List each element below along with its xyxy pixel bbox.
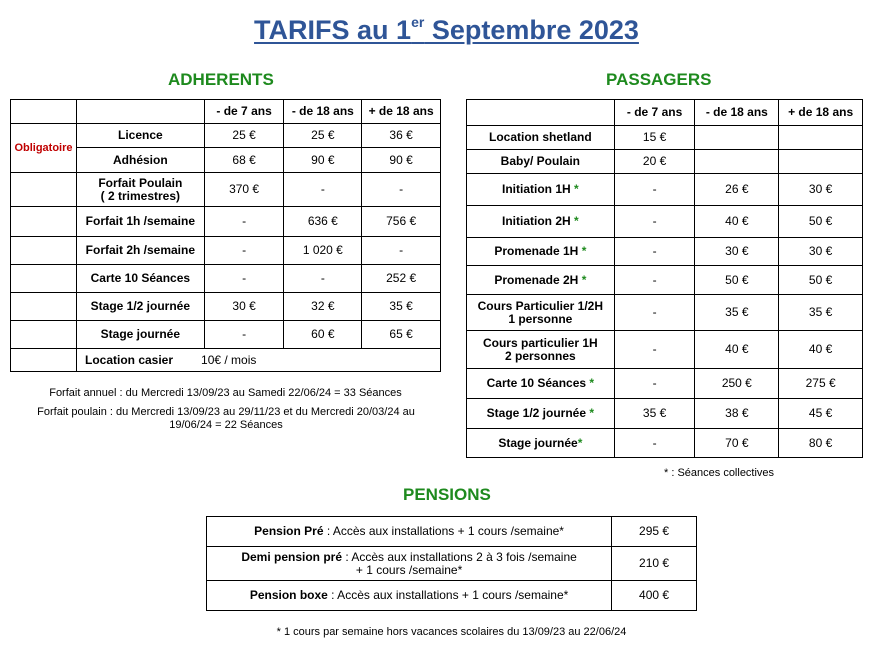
table-row: [11, 124, 441, 148]
price-cell: -: [614, 295, 695, 331]
table-row: [11, 293, 441, 321]
row-label-text: Stage journée: [498, 435, 578, 450]
table-row: [467, 369, 863, 399]
row-label: Stage journée: [76, 321, 204, 349]
table-row: [467, 295, 863, 331]
asterisk-mark: *: [577, 435, 583, 450]
pension-price: 210 €: [612, 547, 697, 581]
row-label-text: Baby/ Poulain: [500, 154, 581, 168]
pensions-note: * 1 cours par semaine hors vacances scolaires du 13/09/23 au 22/06/24: [276, 626, 627, 638]
price-cell: -: [204, 237, 284, 265]
row-label-text: Initiation 2H: [502, 214, 574, 228]
table-row: [467, 238, 863, 266]
passagers-table: [466, 99, 863, 458]
price-cell: [779, 150, 863, 174]
pension-row: [207, 517, 697, 547]
price-cell: 636 €: [284, 207, 362, 237]
price-cell: 30 €: [204, 293, 284, 321]
row-blank-cell: [11, 293, 77, 321]
header-blank-2: [76, 100, 204, 124]
price-cell: 370 €: [204, 173, 284, 207]
adherents-table: [10, 99, 441, 372]
price-cell: -: [614, 331, 695, 369]
price-cell: -: [614, 429, 695, 458]
pensions-table: [206, 516, 697, 611]
row-blank-cell: [11, 173, 77, 207]
price-cell: -: [204, 265, 284, 293]
price-cell: -: [614, 266, 695, 295]
price-cell: 40 €: [779, 331, 863, 369]
price-cell: 70 €: [695, 429, 779, 458]
price-cell: -: [204, 207, 284, 237]
row-label-text: Promenade 1H: [494, 244, 582, 258]
table-row: [467, 174, 863, 206]
pension-desc: : Accès aux installations + 1 cours /semaine*: [327, 588, 569, 602]
column-header: + de 18 ans: [779, 100, 863, 126]
pension-desc-line2: + 1 cours /semaine*: [355, 562, 463, 577]
pension-description: [207, 517, 612, 547]
casier-value: 10€ / mois: [201, 352, 257, 367]
row-label: [467, 295, 615, 331]
price-cell: 36 €: [362, 124, 441, 148]
price-cell: -: [362, 237, 441, 265]
row-label: [467, 429, 615, 458]
row-blank-cell: [11, 207, 77, 237]
row-label-text: Location shetland: [489, 130, 592, 144]
row-label-text: Carte 10 Séances: [486, 376, 590, 390]
table-row: [11, 265, 441, 293]
title-sup: er: [411, 14, 425, 30]
row-blank-cell: [11, 265, 77, 293]
price-cell: 32 €: [284, 293, 362, 321]
price-cell: 90 €: [284, 148, 362, 173]
price-cell: [779, 126, 863, 150]
row-label: [467, 150, 615, 174]
pension-price: 400 €: [612, 581, 697, 611]
price-cell: -: [614, 174, 695, 206]
pension-desc: : Accès aux installations 2 à 3 fois /semaine: [342, 549, 577, 564]
table-row: [11, 207, 441, 237]
price-cell: [695, 126, 779, 150]
price-cell: 65 €: [362, 321, 441, 349]
row-label: [467, 126, 615, 150]
row-label: Forfait Poulain ( 2 trimestres): [76, 173, 204, 207]
column-header: - de 7 ans: [614, 100, 695, 126]
asterisk-mark: *: [574, 182, 579, 196]
casier-cell: [76, 349, 440, 372]
table-row: [467, 331, 863, 369]
table-row: [467, 399, 863, 429]
table-row: [11, 237, 441, 265]
casier-label: Location casier: [84, 352, 174, 367]
price-cell: -: [614, 238, 695, 266]
price-cell: 15 €: [614, 126, 695, 150]
price-cell: 50 €: [779, 266, 863, 295]
price-cell: 26 €: [695, 174, 779, 206]
price-cell: 50 €: [779, 206, 863, 238]
table-row: [467, 266, 863, 295]
pension-row: [207, 547, 697, 581]
price-cell: 30 €: [779, 174, 863, 206]
asterisk-mark: *: [581, 272, 587, 287]
header-blank: [467, 100, 615, 126]
price-cell: [695, 150, 779, 174]
row-blank-cell: [11, 237, 77, 265]
page-title: [0, 14, 893, 46]
row-label-text: Promenade 2H: [494, 272, 582, 287]
pension-desc: : Accès aux installations + 1 cours /semaine*: [323, 524, 564, 538]
asterisk-mark: *: [574, 214, 579, 228]
price-cell: 50 €: [695, 266, 779, 295]
asterisk-mark: *: [589, 406, 595, 420]
row-label: [467, 399, 615, 429]
price-cell: 40 €: [695, 206, 779, 238]
price-cell: 90 €: [362, 148, 441, 173]
row-blank-cell: [11, 321, 77, 349]
row-label: [467, 331, 615, 369]
price-cell: 60 €: [284, 321, 362, 349]
price-cell: 252 €: [362, 265, 441, 293]
row-label-text: Initiation 1H: [502, 182, 574, 196]
price-cell: -: [362, 173, 441, 207]
price-cell: 35 €: [362, 293, 441, 321]
row-label: Stage 1/2 journée: [76, 293, 204, 321]
column-header: + de 18 ans: [362, 100, 441, 124]
table-row: [467, 150, 863, 174]
row-label-text: Stage 1/2 journée: [486, 406, 590, 420]
column-header: - de 18 ans: [284, 100, 362, 124]
price-cell: 20 €: [614, 150, 695, 174]
table-row: [467, 206, 863, 238]
passagers-note: * : Séances collectives: [664, 467, 775, 479]
price-cell: 35 €: [614, 399, 695, 429]
row-label: Adhésion: [76, 148, 204, 173]
row-blank-cell: [11, 349, 77, 372]
price-cell: 80 €: [779, 429, 863, 458]
title-rest: Septembre 2023: [424, 15, 639, 45]
price-cell: 35 €: [779, 295, 863, 331]
row-label: [467, 174, 615, 206]
price-cell: -: [614, 206, 695, 238]
price-cell: 1 020 €: [284, 237, 362, 265]
column-header: - de 18 ans: [695, 100, 779, 126]
asterisk-mark: *: [589, 376, 595, 390]
table-row: [11, 173, 441, 207]
row-label-text: Cours particulier 1H 2 personnes: [482, 335, 598, 363]
adherents-note-2: Forfait poulain : du Mercredi 13/09/23 au 29/11/23 et du Mercredi 20/03/24 au 19/06/24 = 22 Séances: [37, 406, 415, 431]
price-cell: -: [284, 265, 362, 293]
price-cell: 275 €: [779, 369, 863, 399]
price-cell: 30 €: [695, 238, 779, 266]
price-cell: -: [284, 173, 362, 207]
price-cell: 68 €: [204, 148, 284, 173]
price-cell: -: [614, 369, 695, 399]
price-cell: 756 €: [362, 207, 441, 237]
passagers-heading: PASSAGERS: [606, 70, 712, 89]
table-row: [467, 126, 863, 150]
pensions-heading: PENSIONS: [403, 485, 491, 504]
adherents-heading: ADHERENTS: [168, 70, 274, 89]
row-label: Forfait 1h /semaine: [76, 207, 204, 237]
price-cell: 30 €: [779, 238, 863, 266]
row-label-text: Cours Particulier 1/2H 1 personne: [477, 298, 604, 326]
header-blank-1: [11, 100, 77, 124]
row-label: Carte 10 Séances: [76, 265, 204, 293]
row-label: [467, 266, 615, 295]
price-cell: 38 €: [695, 399, 779, 429]
pension-name: Demi pension pré: [241, 549, 343, 564]
table-row: [467, 429, 863, 458]
title-main: TARIFS au 1: [254, 15, 412, 45]
row-label: Forfait 2h /semaine: [76, 237, 204, 265]
adherents-note-1: Forfait annuel : du Mercredi 13/09/23 au Samedi 22/06/24 = 33 Séances: [49, 387, 402, 399]
price-cell: 250 €: [695, 369, 779, 399]
price-cell: -: [204, 321, 284, 349]
table-row: [11, 321, 441, 349]
asterisk-mark: *: [581, 244, 587, 258]
pension-description: [207, 547, 612, 581]
pension-name: Pension Pré: [254, 524, 324, 538]
pension-description: [207, 581, 612, 611]
row-label: [467, 238, 615, 266]
pension-name: Pension boxe: [249, 588, 328, 602]
row-label: [467, 369, 615, 399]
price-cell: 35 €: [695, 295, 779, 331]
pension-row: [207, 581, 697, 611]
price-cell: 45 €: [779, 399, 863, 429]
row-label: [467, 206, 615, 238]
row-label: Licence: [76, 124, 204, 148]
price-cell: 40 €: [695, 331, 779, 369]
pension-price: 295 €: [612, 517, 697, 547]
column-header: - de 7 ans: [204, 100, 284, 124]
price-cell: 25 €: [284, 124, 362, 148]
obligatoire-label: Obligatoire: [11, 124, 77, 173]
price-cell: 25 €: [204, 124, 284, 148]
